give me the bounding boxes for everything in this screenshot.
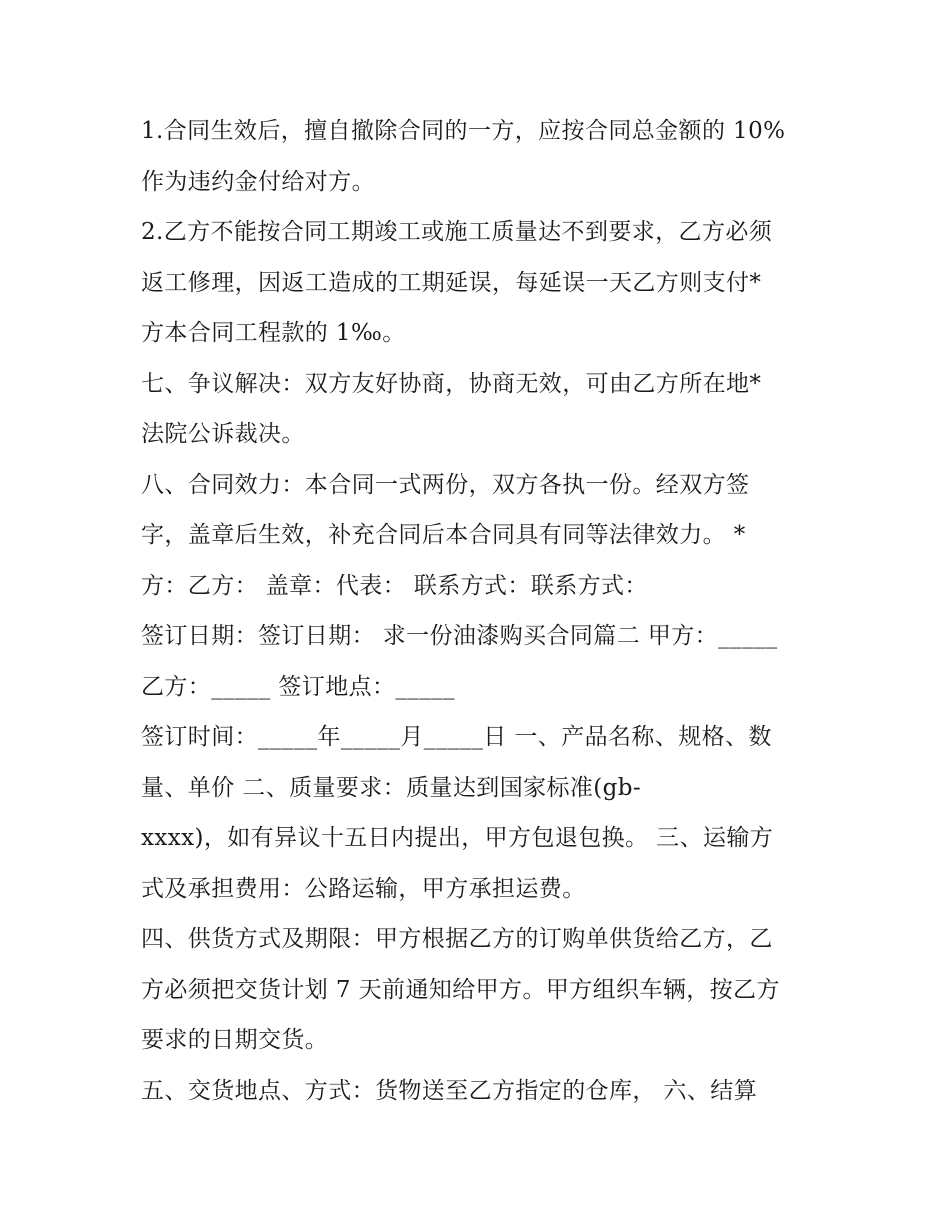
text-line: 作为违约金付给对方。 <box>141 168 375 195</box>
text-line: 签订时间：_____年_____月_____日 一、产品名称、规格、数 <box>141 724 772 750</box>
text-line: 要求的日期交货。 <box>141 1027 329 1053</box>
text-line: 2.乙方不能按合同工期竣工或施工质量达不到要求，乙方必须 <box>141 219 773 245</box>
document-body <box>141 106 811 1116</box>
text-line: 式及承担费用：公路运输，甲方承担运费。 <box>141 875 586 902</box>
text-line: 八、合同效力：本合同一式两份，双方各执一份。经双方签 <box>141 471 750 498</box>
text-line: 五、交货地点、方式：货物送至乙方指定的仓库， 六、结算 <box>141 1077 758 1104</box>
text-line: 签订日期：签订日期： 求一份油漆购买合同篇二 甲方：_____ <box>141 623 778 649</box>
text-line: 1.合同生效后，擅自撤除合同的一方，应按合同总金额的 10% <box>141 118 786 144</box>
text-line: xxxx)，如有异议十五日内提出，甲方包退包换。 三、运输方 <box>141 825 774 851</box>
text-line: 四、供货方式及期限：甲方根据乙方的订购单供货给乙方，乙 <box>141 926 773 952</box>
text-line: 七、争议解决：双方友好协商，协商无效，可由乙方所在地* <box>141 370 762 397</box>
text-line: 量、单价 二、质量要求：质量达到国家标准(gb- <box>141 774 642 801</box>
text-line: 字，盖章后生效，补充合同后本合同具有同等法律效力。 * <box>141 522 746 548</box>
text-line: 返工修理，因返工造成的工期延误，每延误一天乙方则支付* <box>141 269 762 296</box>
text-line: 方本合同工程款的 1‰。 <box>141 320 406 346</box>
text-line: 方必须把交货计划 7 天前通知给甲方。甲方组织车辆，按乙方 <box>141 976 780 1003</box>
text-line: 乙方：_____ 签订地点：_____ <box>141 673 455 700</box>
text-line: 法院公诉裁决。 <box>141 421 305 447</box>
text-line: 方：乙方： 盖章：代表： 联系方式：联系方式： <box>141 572 648 599</box>
